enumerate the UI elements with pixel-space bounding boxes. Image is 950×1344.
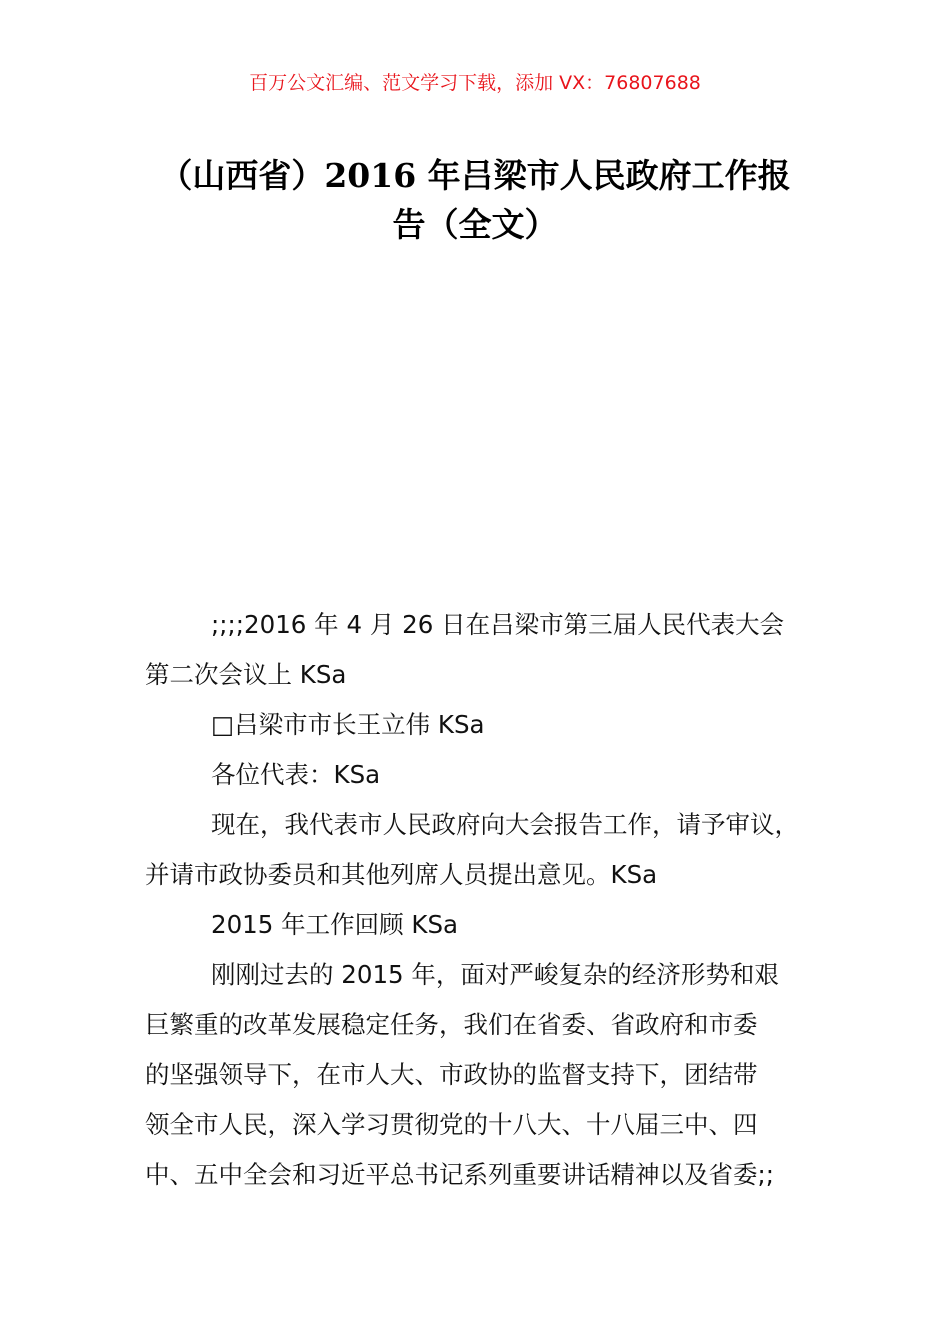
body-line: 巨繁重的改革发展稳定任务，我们在省委、省政府和市委: [145, 1010, 758, 1039]
document-title-line-2: 告（全文）: [392, 205, 558, 244]
body-line: 中、五中全会和习近平总书记系列重要讲话精神以及省委;;: [145, 1160, 775, 1189]
body-line: 各位代表：KSa: [211, 760, 381, 789]
body-line: 领全市人民，深入学习贯彻党的十八大、十八届三中、四: [145, 1110, 758, 1139]
body-line: 刚刚过去的 2015 年，面对严峻复杂的经济形势和艰: [211, 960, 779, 989]
body-line: 并请市政协委员和其他列席人员提出意见。KSa: [145, 860, 658, 889]
document-title-line-1: （山西省）2016 年吕梁市人民政府工作报: [159, 156, 791, 195]
watermark-header: 百万公文汇编、范文学习下载，添加 VX：76807688: [249, 72, 701, 94]
body-line: 第二次会议上 KSa: [145, 660, 347, 689]
body-line: □吕梁市市长王立伟 KSa: [211, 710, 485, 739]
body-line: 现在，我代表市人民政府向大会报告工作，请予审议，: [211, 810, 799, 839]
body-line: 的坚强领导下，在市人大、市政协的监督支持下，团结带: [145, 1060, 758, 1089]
body-line: ;;;;2016 年 4 月 26 日在吕梁市第三届人民代表大会: [211, 610, 785, 639]
section-heading: 2015 年工作回顾 KSa: [211, 910, 459, 939]
